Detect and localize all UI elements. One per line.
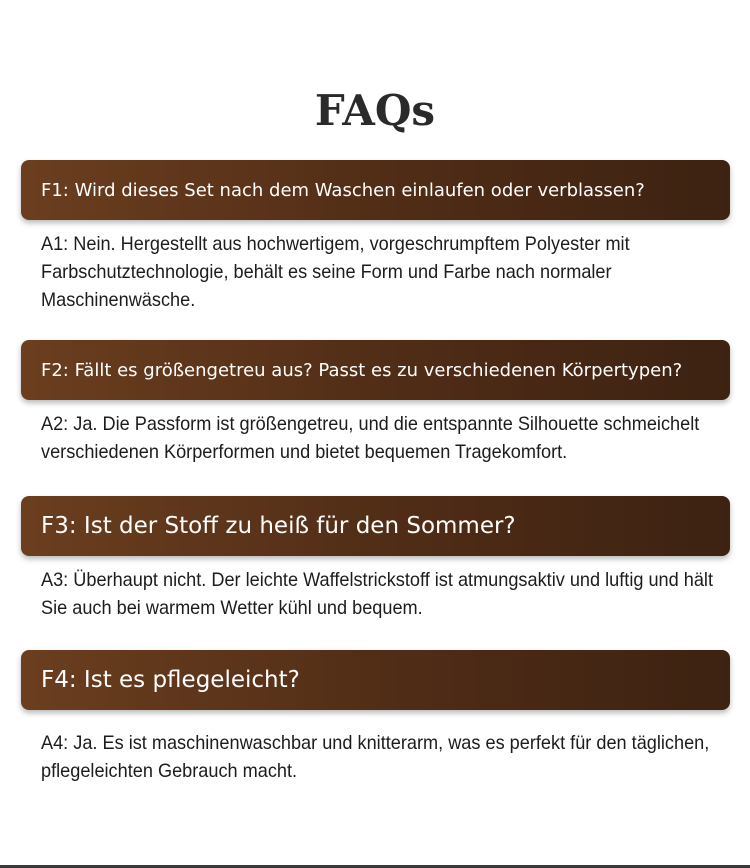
faq-answer-4: A4: Ja. Es ist maschinenwaschbar und knitterarm, was es perfekt für den täglichen, pflegeleichten Gebrauch macht. [41,732,710,782]
faq-question-1[interactable] [21,160,730,220]
faq-answer-2: A2: Ja. Die Passform ist größengetreu, und die entspannte Silhouette schmeichelt verschiedenen Körperformen und bietet bequemen Tragekomfort. [41,413,700,463]
faq-question-1-text: F1: Wird dieses Set nach dem Waschen einlaufen oder verblassen? [41,179,645,201]
faq-question-3[interactable] [21,496,730,556]
faq-question-2-text: F2: Fällt es größengetreu aus? Passt es zu verschiedenen Körpertypen? [41,359,683,381]
faq-question-4[interactable] [21,650,730,710]
faq-answer-3: A3: Überhaupt nicht. Der leichte Waffelstrickstoff ist atmungsaktiv und luftig und hält Sie auch bei warmem Wetter kühl und bequem. [41,569,714,619]
faq-answer-1: A1: Nein. Hergestellt aus hochwertigem, vorgeschrumpftem Polyester mit Farbschutztechnologie, behält es seine Form und Farbe nach normaler Maschinenwäsche. [41,233,630,311]
faq-question-3-text: F3: Ist der Stoff zu heiß für den Sommer? [41,513,516,539]
faq-question-4-text: F4: Ist es pflegeleicht? [41,667,300,693]
faq-question-2[interactable] [21,340,730,400]
page-title: FAQs [314,86,436,135]
